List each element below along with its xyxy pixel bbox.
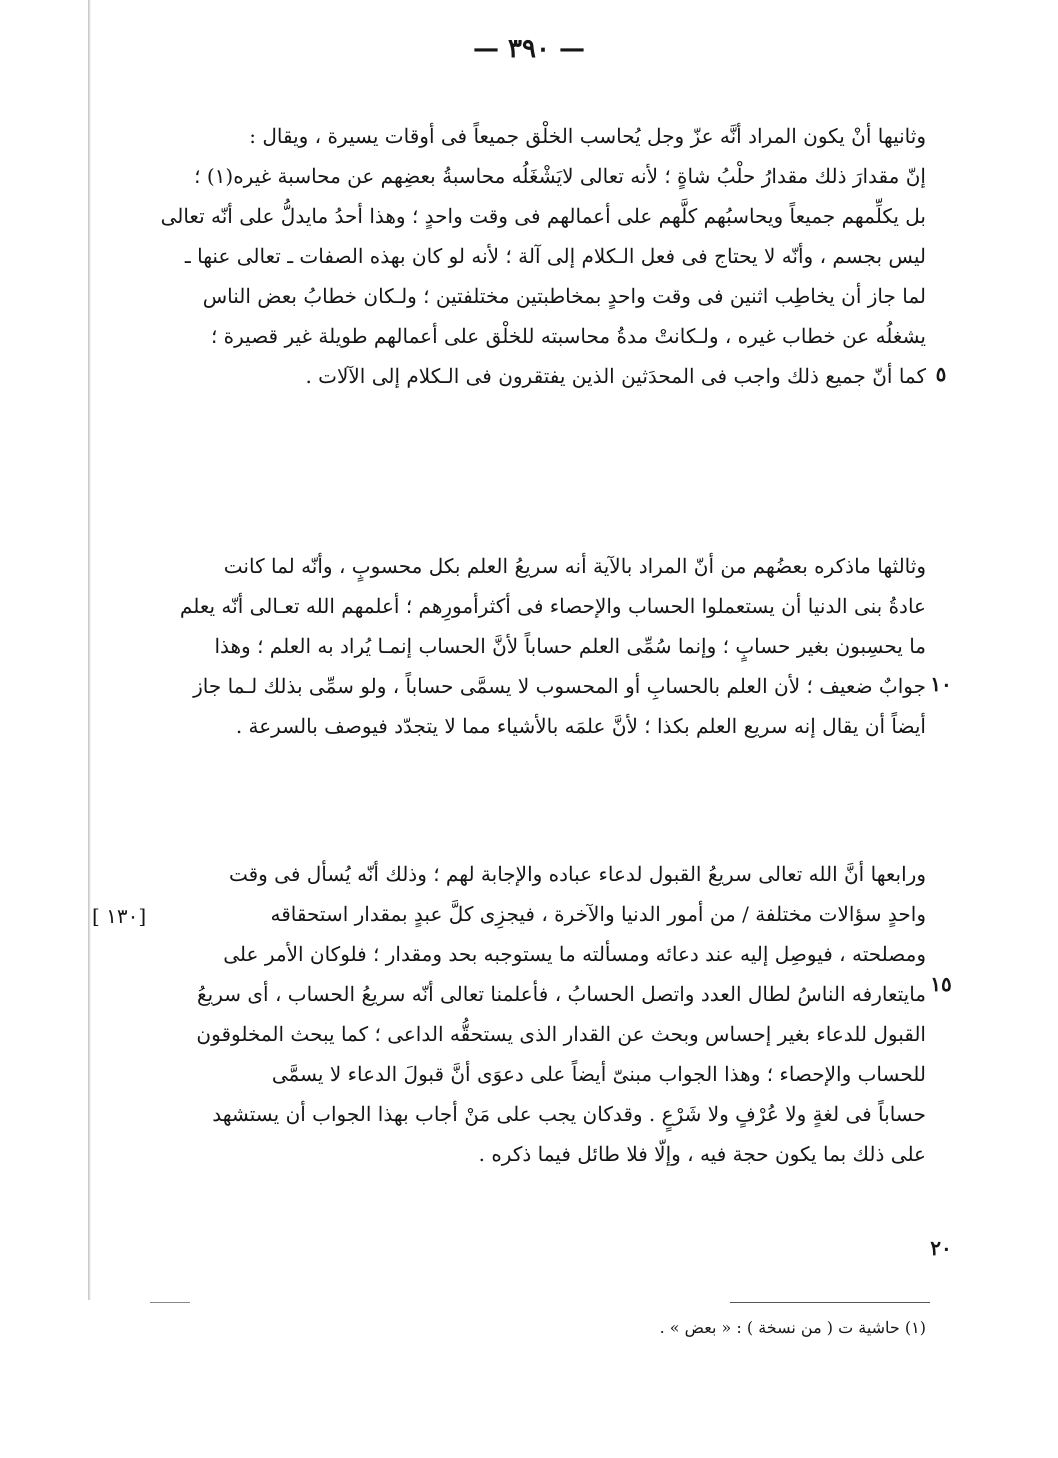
- text-line: للحساب والإحصاء ؛ وهذا الجواب مبنىّ أيضاً على دعوَى أنَّ قبولَ الدعاء لا يسمَّى: [271, 1062, 926, 1086]
- text-line: بل يكلِّمهم جميعاً ويحاسبُهم كلَّهم على أعمالهم فى وقت واحدٍ ؛ وهذا أحدُ مايدلُّ على أنّه تعالى: [160, 204, 926, 228]
- text-line: ليس بجسم ، وأنّه لا يحتاج فى فعل الـكلام إلى آلة ؛ لأنه لو كان بهذه الصفات ـ تعالى عنها ـ: [184, 244, 926, 268]
- text-line: وثانيها أنْ يكون المراد أنَّه عزّ وجل يُحاسب الخلْق جميعاً فى أوقات يسيرة ، ويقال :: [249, 124, 926, 148]
- page-edge-shadow: [88, 0, 91, 1300]
- text-line: يشغلُه عن خطاب غيره ، ولـكانتْ مدةُ محاسبته للخلْق على أعمالهم طويلة غير قصيرة ؛: [210, 324, 926, 348]
- folio-reference: [١٣٠ ]: [92, 904, 147, 928]
- text-line: مايتعارفه الناسُ لطال العدد واتصل الحسابُ ، فأعلمنا تعالى أنّه سريعُ الحساب ، أى سريعُ: [197, 982, 926, 1006]
- text-line: حساباً فى لغةٍ ولا عُرْفٍ ولا شَرْعٍ . وقدكان يجب على مَنْ أجاب بهذا الجواب أن يستشهد: [212, 1102, 926, 1126]
- line-number-10: ١٠: [930, 672, 952, 696]
- text-line: ورابعها أنَّ الله تعالى سريعُ القبول لدعاء عباده والإجابة لهم ؛ وذلك أنّه يُسأل فى وقت: [228, 862, 926, 886]
- text-line: ما يحسِبون بغير حسابٍ ؛ وإنما سُمِّى العلم حساباً لأنَّ الحساب إنمـا يُراد به العلم ؛ وهذا: [214, 634, 926, 658]
- text-line: لما جاز أن يخاطِب اثنين فى وقت واحدٍ بمخاطبتين مختلفتين ؛ ولـكان خطابُ بعض الناس: [202, 284, 926, 308]
- text-line: إنّ مقدارَ ذلك مقدارُ حلْبُ شاةٍ ؛ لأنه تعالى لايَشْغَلُه محاسبةُ بعضِهم عن محاسبة غيره(١) ؛: [194, 164, 926, 188]
- text-line: القبول للدعاء بغير إحساس وبحث عن القدار الذى يستحقُّه الداعى ؛ كما يبحث المخلوقون: [196, 1022, 926, 1046]
- text-line: أيضاً أن يقال إنه سريع العلم بكذا ؛ لأنَّ علمَه بالأشياء مما لا يتجدّد فيوصف بالسرعة .: [235, 714, 926, 738]
- text-line: جوابٌ ضعيف ؛ لأن العلم بالحسابِ أو المحسوب لا يسمَّى حساباً ، ولو سمِّى بذلك لـما جاز: [193, 674, 926, 698]
- paragraph-2: [118, 546, 926, 746]
- text-line: وثالثها ماذكره بعضُهم من أنّ المراد بالآية أنه سريعُ العلم بكل محسوبٍ ، وأنّه لما كانت: [223, 554, 926, 578]
- paragraph-3: [118, 854, 926, 1174]
- footnote-divider: [730, 1302, 930, 1303]
- paragraph-1: [118, 116, 926, 396]
- line-number-15: ١٥: [930, 972, 952, 996]
- footnote: (١) حاشية ت ( من نسخة ) : « بعض » .: [659, 1318, 926, 1337]
- line-number-5: ٥: [935, 362, 947, 386]
- text-line: عادةُ بنى الدنيا أن يستعملوا الحساب والإحصاء فى أكثرأمورِهم ؛ أعلمهم الله تعـالى أنّه يعلم: [179, 594, 926, 618]
- page-number: — ٣٩٠ —: [472, 34, 586, 64]
- text-line: ومصلحته ، فيوصِل إليه عند دعائه ومسألته ما يستوجبه بحد ومقدار ؛ فلوكان الأمر على: [223, 942, 926, 966]
- text-line: كما أنّ جميع ذلك واجب فى المحدَثين الذين يفتقرون فى الـكلام إلى الآلات .: [305, 364, 926, 388]
- page-mark: [150, 1302, 190, 1303]
- line-number-20: ٢٠: [930, 1236, 952, 1260]
- text-line: على ذلك بما يكون حجة فيه ، وإلّا فلا طائل فيما ذكره .: [478, 1142, 926, 1166]
- text-line: واحدٍ سؤالات مختلفة / من أمور الدنيا والآخرة ، فيجزِى كلَّ عبدٍ بمقدار استحقاقه: [270, 902, 926, 926]
